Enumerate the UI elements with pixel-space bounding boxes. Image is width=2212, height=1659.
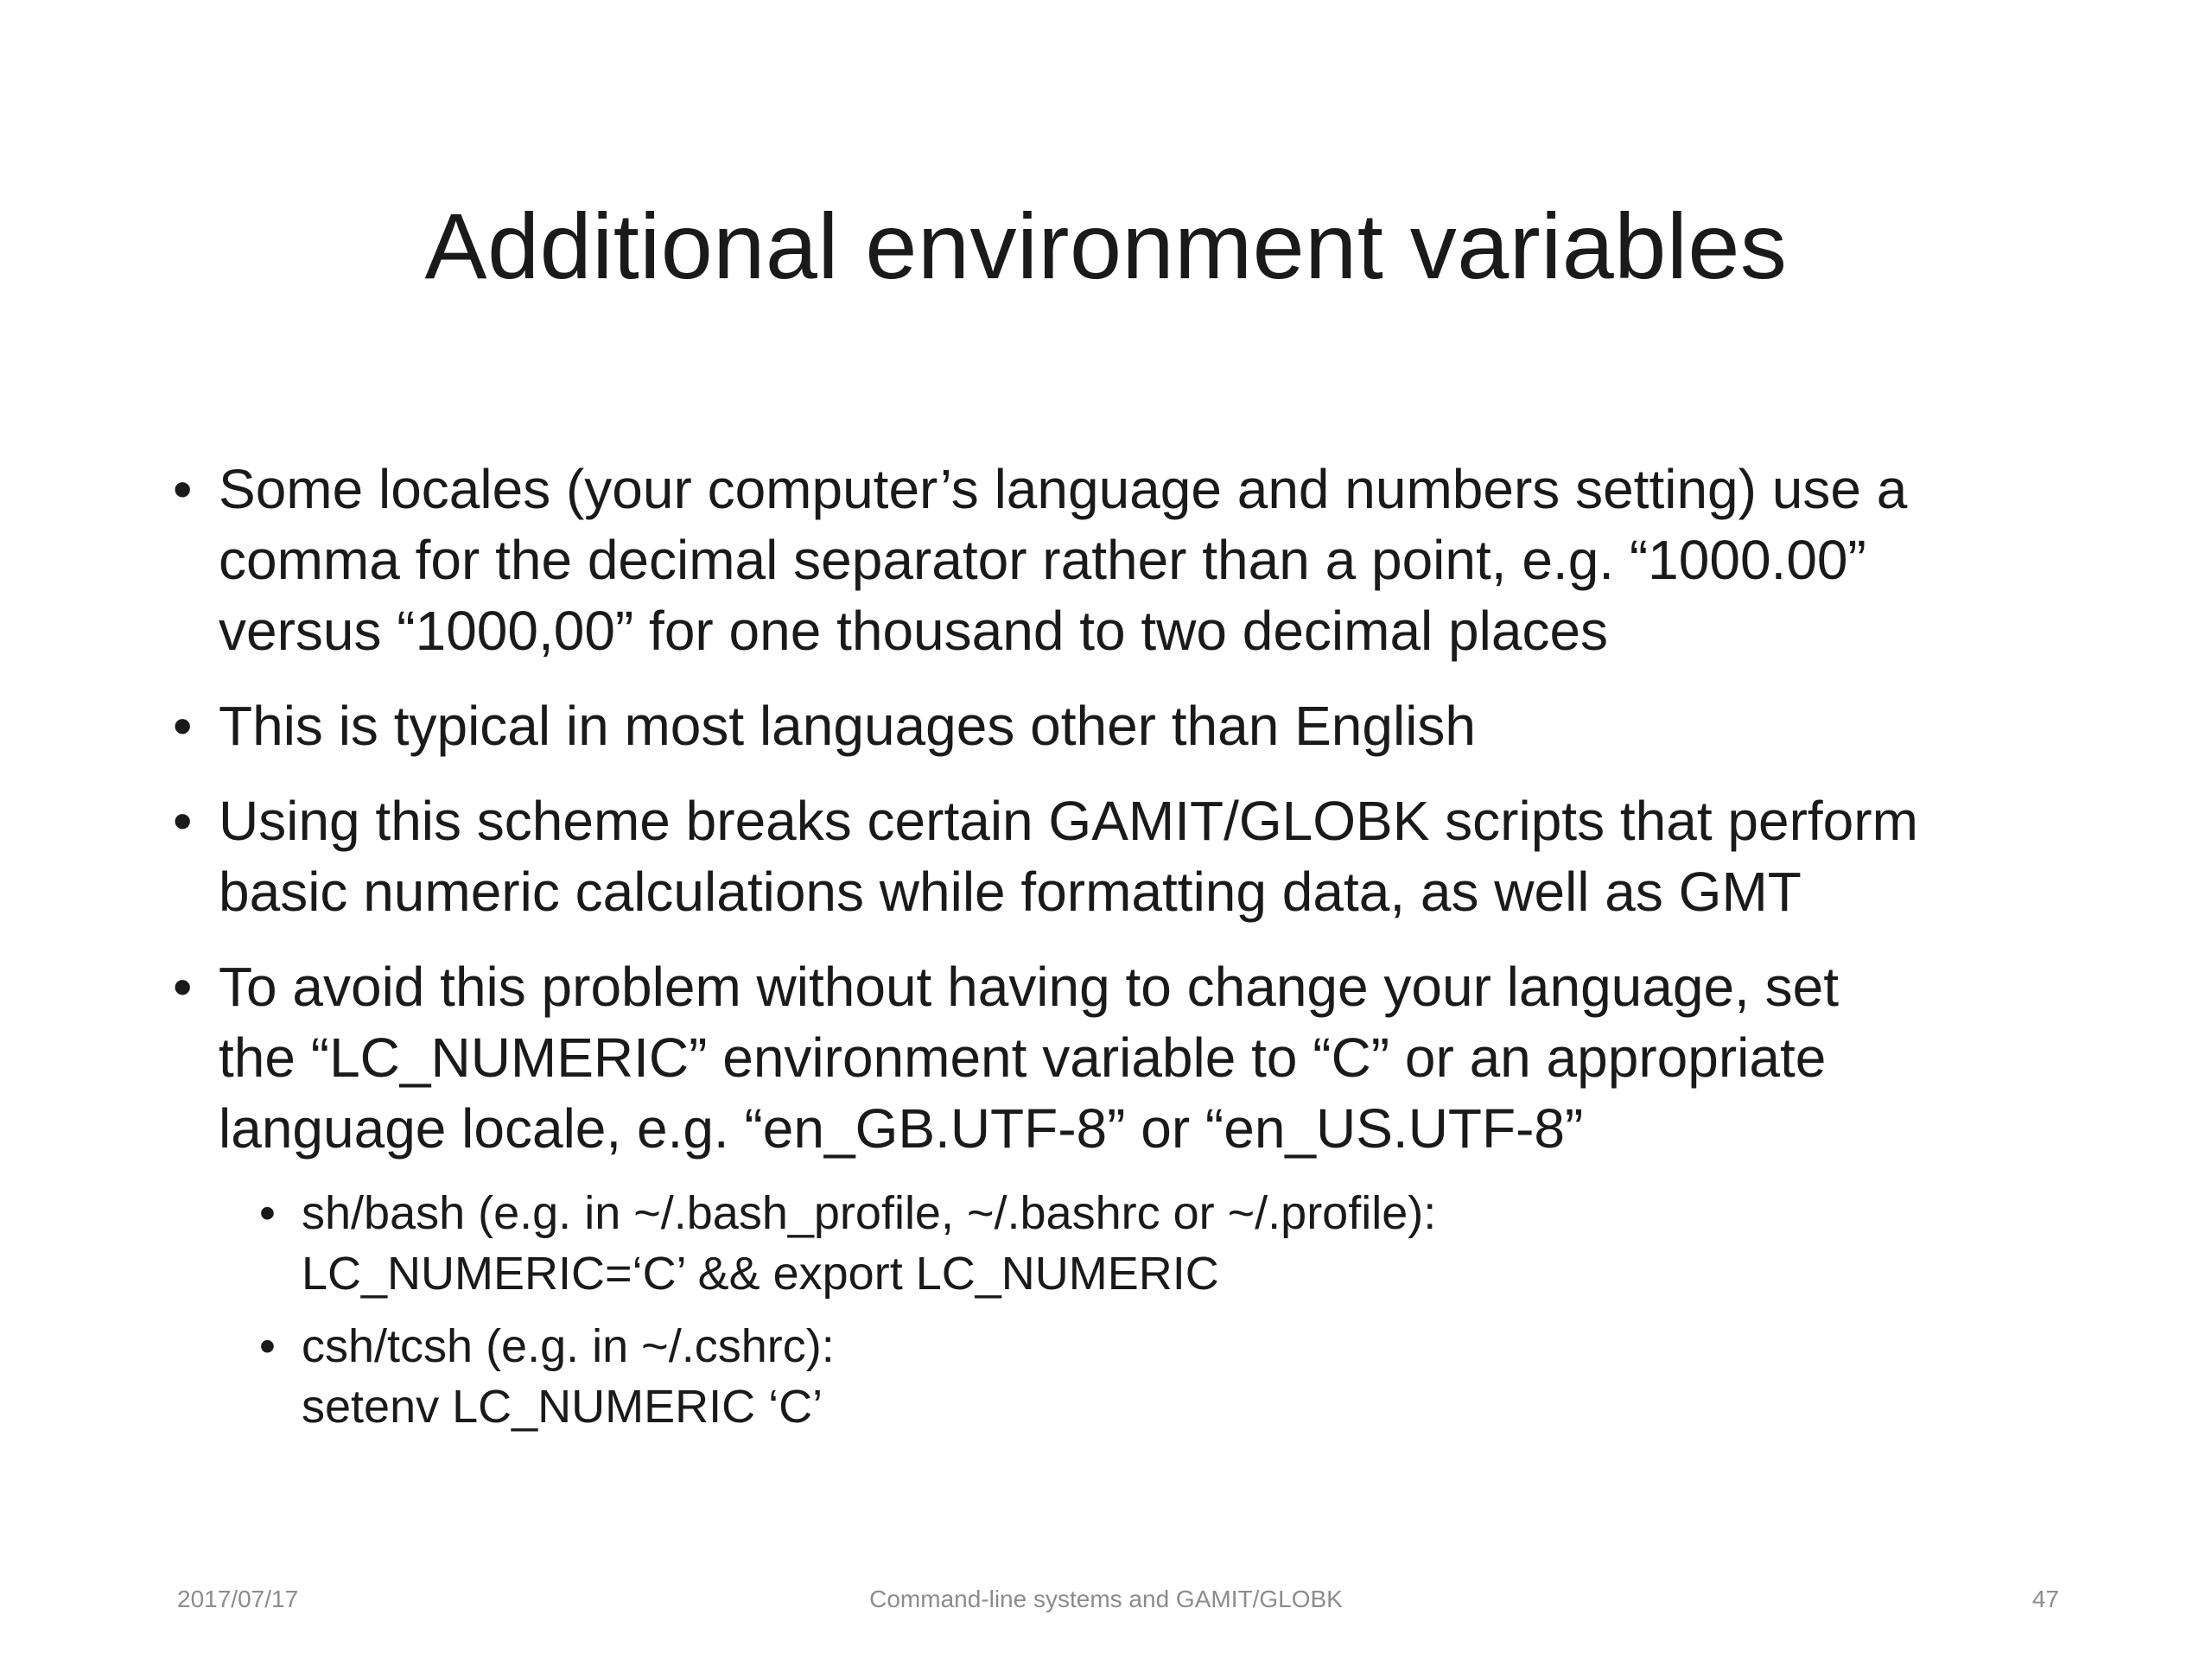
bullet-item-avoid-problem (173, 951, 2056, 1164)
bullet-item-breaks-scripts (173, 785, 2056, 927)
sub-bullet-code-line: LC_NUMERIC=‘C’ && export LC_NUMERIC (302, 1248, 1219, 1300)
bullet-list (173, 454, 2056, 1449)
sub-bullet-code-line: setenv LC_NUMERIC ‘C’ (302, 1381, 823, 1433)
bullet-text-line: Some locales (your computer’s language and numbers setting) use a (219, 458, 1908, 520)
footer-page-number: 47 (2031, 1586, 2059, 1612)
bullet-text-line: To avoid this problem without having to change your language, set (219, 956, 1839, 1018)
bullet-dot: • (173, 695, 193, 757)
bullet-text-line: comma for the decimal separator rather than a point, e.g. “1000.00” (219, 529, 1866, 591)
bullet-item-locales (173, 454, 2056, 666)
sub-bullet-dot: • (259, 1320, 276, 1372)
footer-title: Command-line systems and GAMIT/GLOBK (869, 1586, 1343, 1612)
bullet-item-typical (173, 690, 2056, 761)
sub-bullet-text-line: sh/bash (e.g. in ~/.bash_profile, ~/.bashrc or ~/.profile): (302, 1187, 1437, 1239)
bullet-text-line: versus “1000,00” for one thousand to two decimal places (219, 600, 1609, 662)
bullet-dot: • (173, 956, 193, 1018)
bullet-text-line: Using this scheme breaks certain GAMIT/GLOBK scripts that perform (219, 790, 1918, 852)
sub-bullet-list (259, 1183, 2056, 1437)
bullet-text-line: the “LC_NUMERIC” environment variable to “C” or an appropriate (219, 1027, 1827, 1089)
footer-date: 2017/07/17 (177, 1586, 299, 1612)
bullet-dot: • (173, 790, 193, 852)
bullet-dot: • (173, 458, 193, 520)
sub-bullet-item-sh-bash (259, 1183, 2056, 1304)
sub-bullet-dot: • (259, 1187, 276, 1239)
bullet-text-line: language locale, e.g. “en_GB.UTF-8” or “en_US.UTF-8” (219, 1097, 1584, 1160)
sub-bullet-text-line: csh/tcsh (e.g. in ~/.cshrc): (302, 1320, 835, 1372)
bullet-text-line: basic numeric calculations while formatting data, as well as GMT (219, 861, 1802, 923)
slide-title: Additional environment variables (424, 194, 1788, 298)
bullet-text-line: This is typical in most languages other than English (219, 695, 1476, 757)
sub-bullet-item-csh-tcsh (259, 1316, 2056, 1437)
